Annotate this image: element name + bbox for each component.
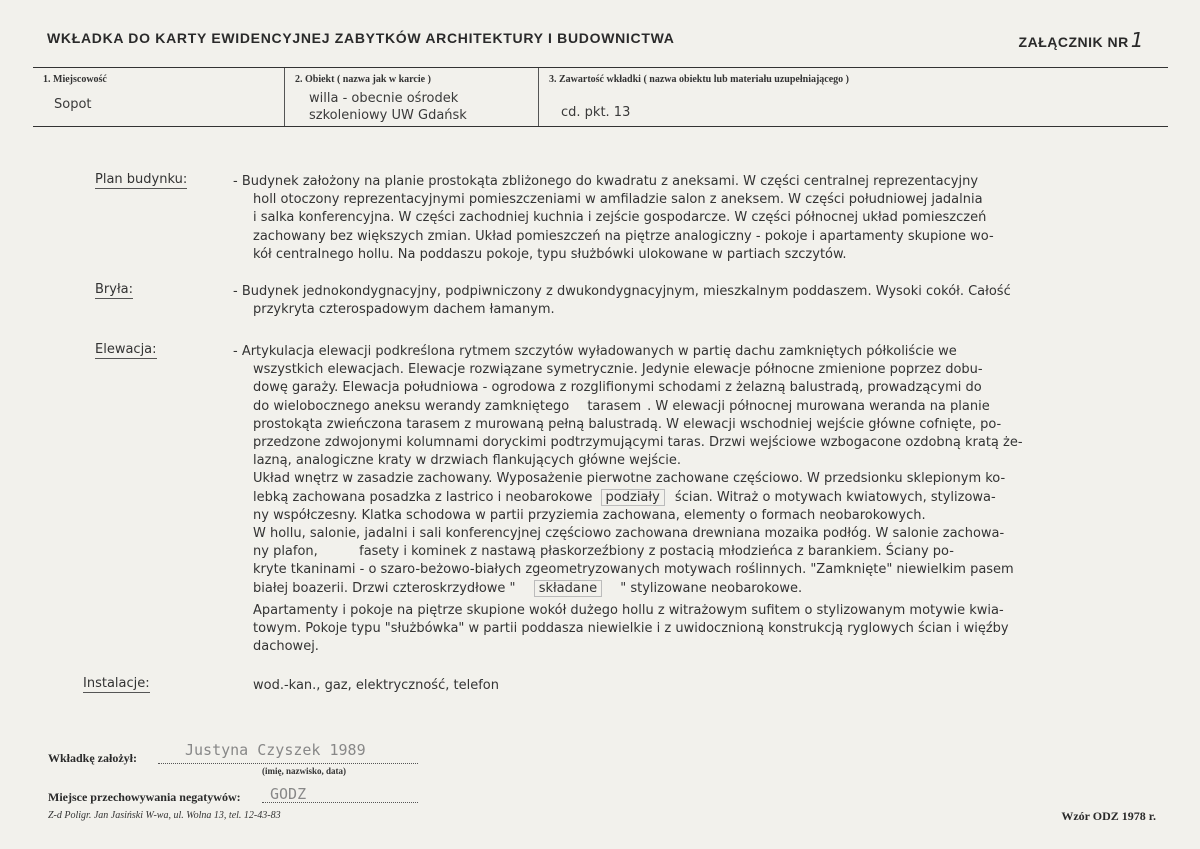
text-segment-inserted: podziały <box>601 489 665 506</box>
negatives-value: GODZ <box>270 785 307 803</box>
object-value <box>309 90 467 124</box>
content-value: cd. pkt. 13 <box>561 105 631 120</box>
place-label: 1. Miejscowość <box>43 74 107 85</box>
text-segment: do wielobocznego aneksu werandy zamkniętego <box>253 398 570 414</box>
text-line: lazną, analogiczne kraty w drzwiach flankujących główne wejście. <box>253 453 681 469</box>
text-line: - Artykulacja elewacji podkreślona rytmem szczytów wyładowanych w partię dachu zamkniętych półkoliście we <box>233 344 957 359</box>
elewacja-section-label: Elewacja: <box>95 342 157 357</box>
metadata-row <box>33 67 1168 127</box>
place-value: Sopot <box>54 97 92 112</box>
printer-imprint: Z-d Poligr. Jan Jasiński W-wa, ul. Wolna 13, tel. 12-43-83 <box>48 810 281 821</box>
text-line: i salka konferencyjna. W części zachodniej kuchnia i zejście gospodarcze. W części północnej układ pomieszczeń <box>253 210 987 226</box>
annex-indicator <box>1019 28 1144 52</box>
text-line: Układ wnętrz w zasadzie zachowany. Wyposażenie pierwotne zachowane częściowo. W przedsionku sklepionym ko- <box>253 471 1006 487</box>
text-segment-inserted: tarasem <box>587 398 642 414</box>
plan-section-text <box>233 173 1153 264</box>
content-label: 3. Zawartość wkładki ( nazwa obiektu lub materiału uzupełniającego ) <box>549 74 850 85</box>
author-label: Wkładkę założył: <box>48 751 137 765</box>
text-line: towym. Pokoje typu "służbówka" w partii poddasza niewielkie i z uwidocznioną konstrukcją ryglowych ścian i więźby <box>253 621 1009 637</box>
object-value-line: willa - obecnie ośrodek <box>309 91 459 106</box>
text-line: prostokąta zwieńczona tarasem z murowaną pełną balustradą. W elewacji wschodniej wejście główne cofnięte, po- <box>253 416 1002 432</box>
text-line: kół centralnego hollu. Na poddaszu pokoje, typu służbówki ulokowane w partiach szczytów. <box>253 246 847 262</box>
text-line: holl otoczony reprezentacyjnymi pomieszczeniami w amfiladzie salon z aneksem. W części południowej jadalnia <box>253 192 983 208</box>
form-model: Wzór ODZ 1978 r. <box>1061 809 1156 823</box>
author-dotted-line <box>158 763 418 764</box>
text-line: dowę garaży. Elewacja południowa - ogrodowa z rozglifionymi schodami z żelazną balustradą, prowadzącymi do <box>253 380 982 396</box>
bryla-section-text <box>233 283 1153 319</box>
place-cell <box>33 68 284 126</box>
annex-number: 1 <box>1130 28 1144 52</box>
instalacje-section-text: wod.-kan., gaz, elektryczność, telefon <box>253 678 499 693</box>
annex-label: ZAŁĄCZNIK NR <box>1018 34 1129 50</box>
text-line: dachowej. <box>253 639 319 655</box>
text-line: przedzone zdwojonymi kolumnami doryckimi podtrzymującymi taras. Drzwi wejściowe wzbogacone ozdobną kratą że- <box>253 435 1023 451</box>
text-segment: lebką zachowana posadzka z lastrico i neobarokowe <box>253 489 593 505</box>
text-line: - Budynek jednokondygnacyjny, podpiwniczony z dwukondygnacyjnym, mieszkalnym poddaszem. Wysoki cokół. Całość <box>233 284 1011 299</box>
instalacje-section-label: Instalacje: <box>83 676 150 691</box>
plan-section-label: Plan budynku: <box>95 172 188 187</box>
object-label: 2. Obiekt ( nazwa jak w karcie ) <box>295 74 431 85</box>
text-line: zachowany bez większych zmian. Układ pomieszczeń na piętrze analogiczny - pokoje i apartamenty skupione wo- <box>253 228 994 244</box>
text-line: W hollu, salonie, jadalni i sali konferencyjnej częściowo zachowana drewniana mozaika podłóg. W salonie zachowa- <box>253 526 1005 542</box>
text-line: przykryta czterospadowym dachem łamanym. <box>253 302 555 318</box>
text-line <box>233 489 1153 507</box>
text-line <box>233 398 1153 416</box>
author-value: Justyna Czyszek 1989 <box>185 741 366 759</box>
text-segment: ścian. Witraż o motywach kwiatowych, stylizowa- <box>674 489 996 505</box>
bryla-section-label: Bryła: <box>95 282 133 297</box>
object-cell <box>284 68 539 126</box>
text-line: ny plafon, fasety i kominek z nastawą płaskorzeźbiony z postacią młodzieńca z barankiem. Ściany po- <box>253 544 954 560</box>
text-segment: " stylizowane neobarokowe. <box>620 580 803 596</box>
text-segment: białej boazerii. Drzwi czteroskrzydłowe " <box>253 580 516 596</box>
author-hint: (imię, nazwisko, data) <box>262 766 346 776</box>
form-title: WKŁADKA DO KARTY EWIDENCYJNEJ ZABYTKÓW ARCHITEKTURY I BUDOWNICTWA <box>47 30 675 46</box>
text-segment: . W elewacji północnej murowana weranda na planie <box>647 398 990 414</box>
text-line: ny współczesny. Klatka schodowa w partii przyziemia zachowana, elementy o formach neobarokowych. <box>253 507 926 523</box>
elewacja-section-text <box>233 343 1153 656</box>
text-line: kryte tkaninami - o szaro-beżowo-białych zgeometryzowanych motywach roślinnych. "Zamknięte" niewielkim pasem <box>253 562 1014 578</box>
text-line: Apartamenty i pokoje na piętrze skupione wokół dużego hollu z witrażowym sufitem o stylizowanym motywie kwia- <box>253 602 1004 618</box>
text-line: - Budynek założony na planie prostokąta zbliżonego do kwadratu z aneksami. W części centralnej reprezentacyjny <box>233 174 979 189</box>
text-segment-inserted: składane <box>534 580 602 597</box>
text-line <box>233 580 1153 598</box>
text-line: wszystkich elewacjach. Elewacje rozwiązane symetrycznie. Jedynie elewacje północne zmienione poprzez dobu- <box>253 362 983 378</box>
object-value-line: szkoleniowy UW Gdańsk <box>309 108 467 123</box>
negatives-label: Miejsce przechowywania negatywów: <box>48 790 241 804</box>
content-cell <box>538 68 1168 126</box>
